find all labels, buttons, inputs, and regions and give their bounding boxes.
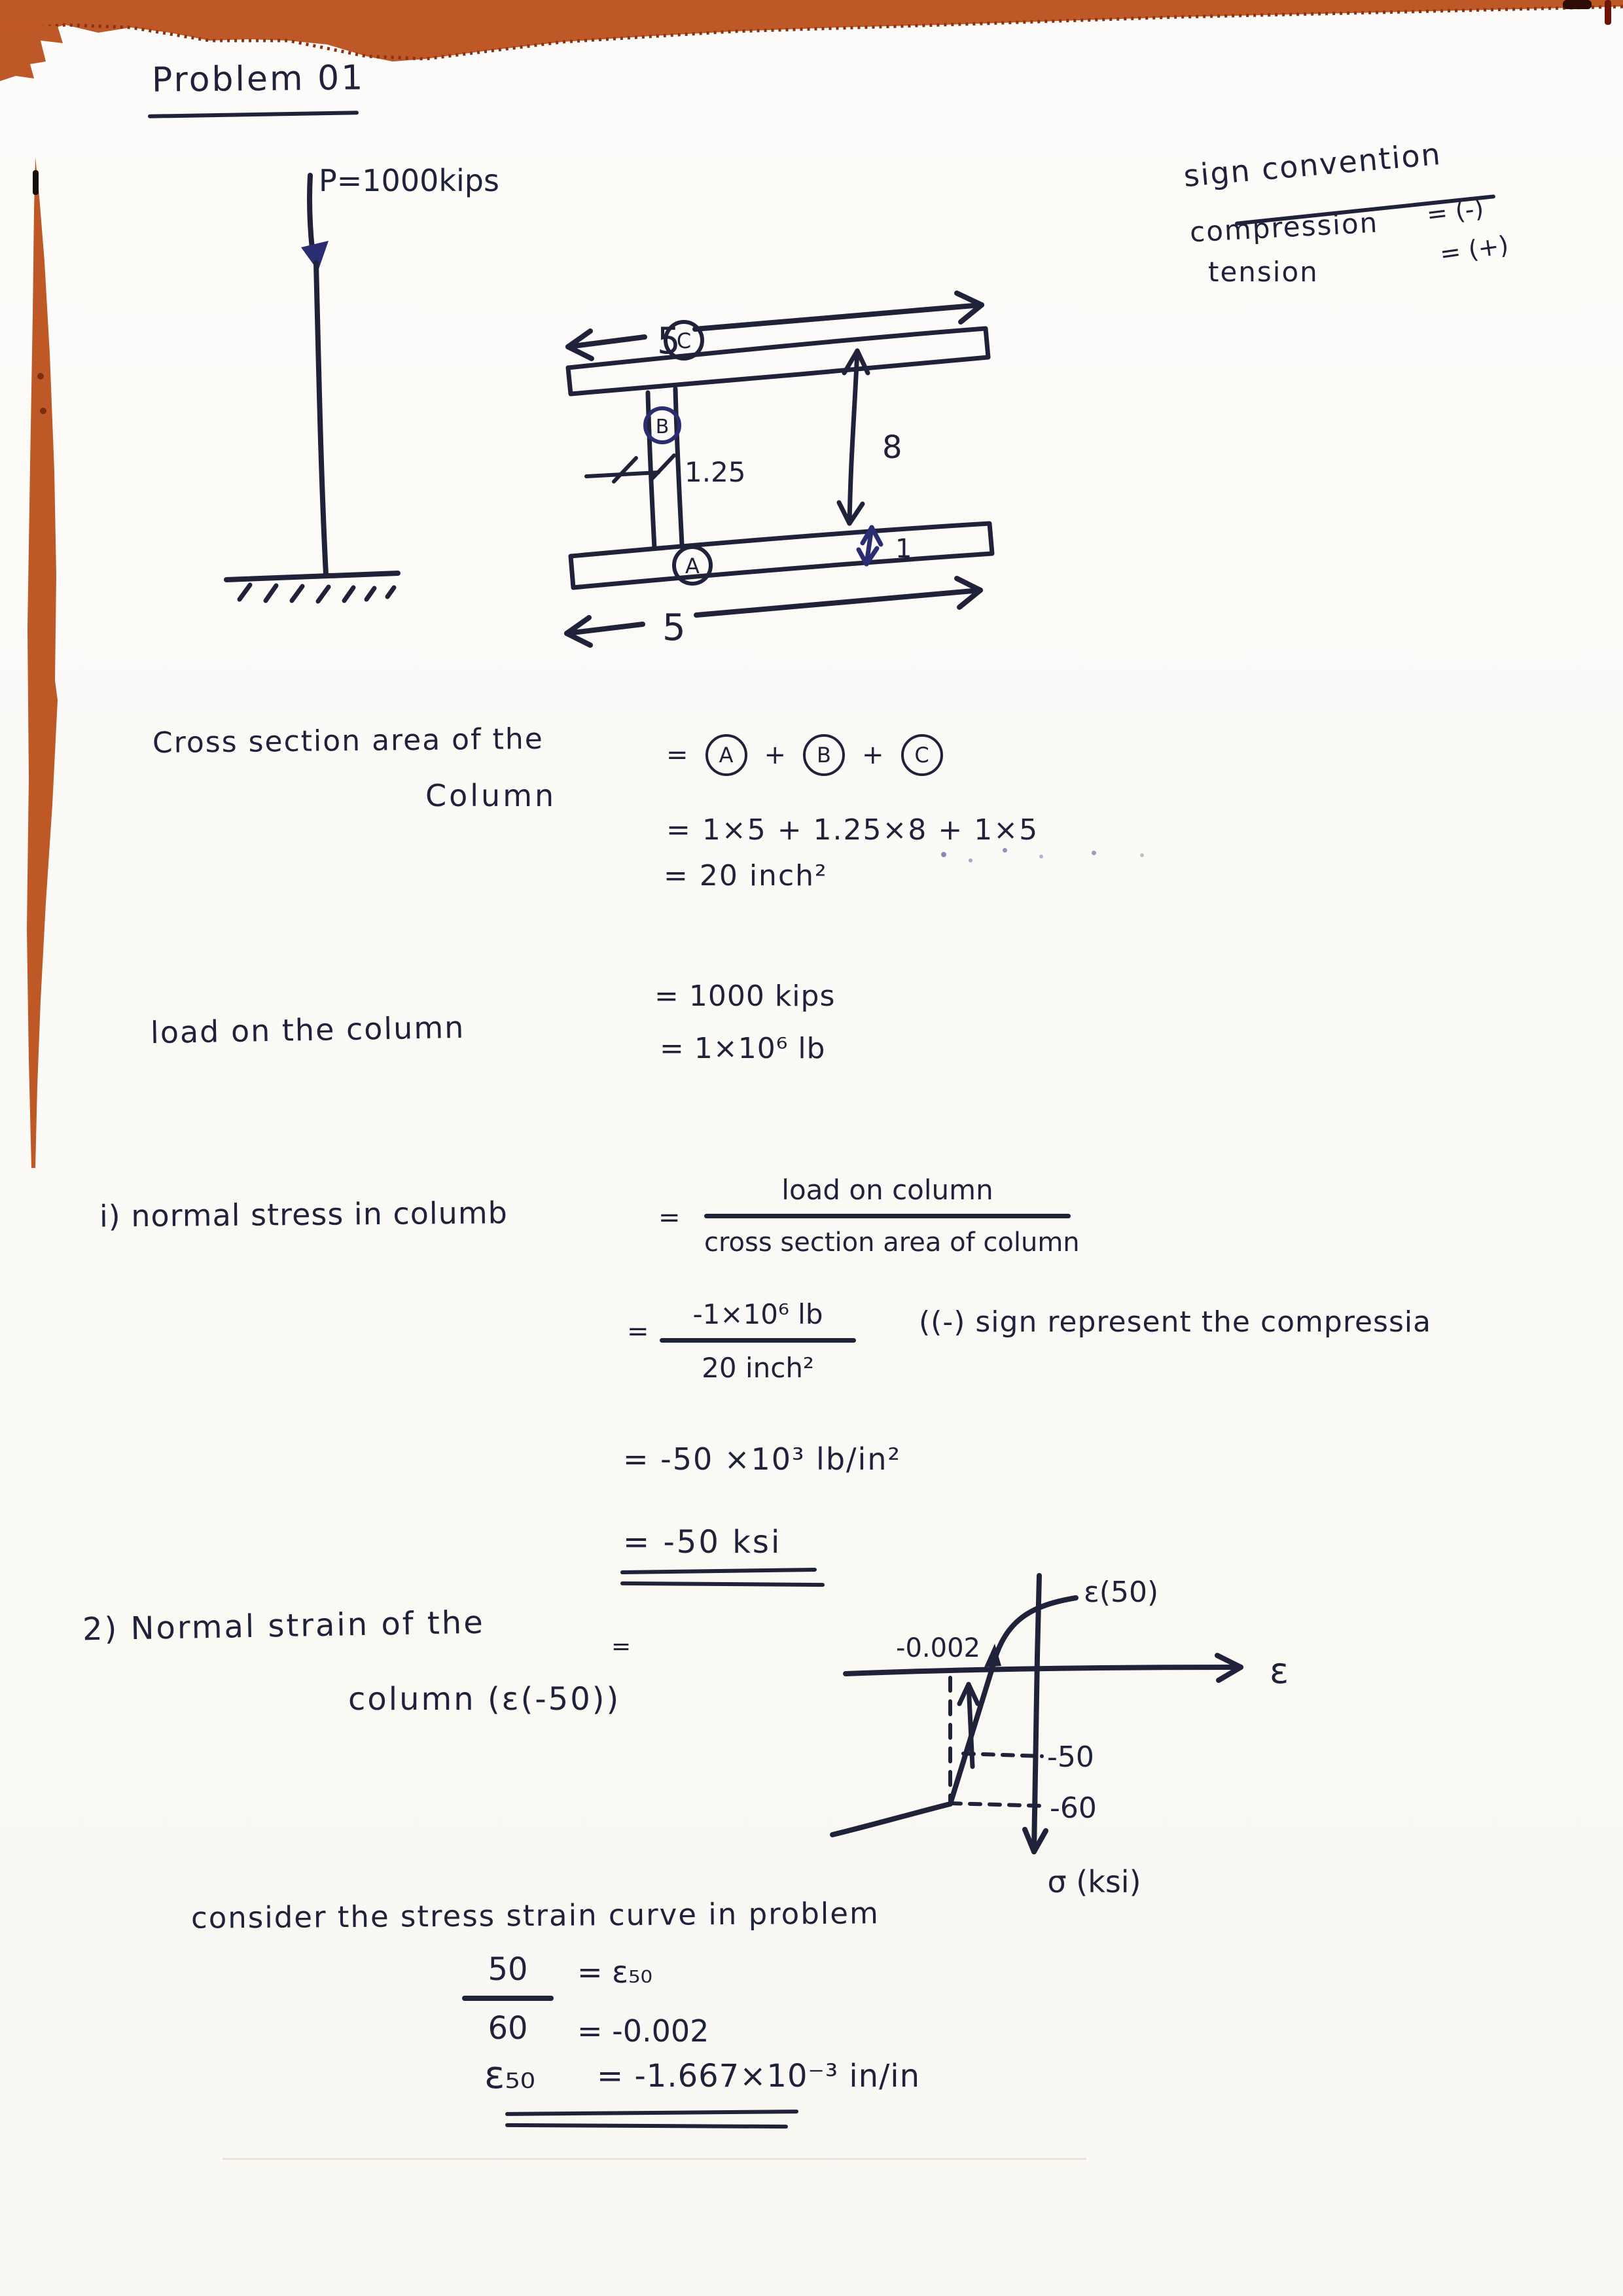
area-label-line2: Column [425, 778, 557, 813]
strain-heading-line2: column (ε(-50)) [348, 1681, 621, 1718]
dashed-line-60 [950, 1803, 1044, 1806]
stress-heading: i) normal stress in columb [99, 1195, 508, 1234]
area-plus-2: + [862, 740, 884, 770]
epsilon-axis-label: ε [1270, 1650, 1289, 1691]
stress-result-ksi: = -50 ksi [623, 1524, 782, 1561]
final-double-underline [505, 2111, 798, 2137]
sign-convention-compression-label: compression [1188, 206, 1380, 249]
ink-speck [1140, 853, 1144, 857]
strain-heading: 2) Normal strain of the [82, 1604, 486, 1648]
web-thickness-label: 1.25 [685, 456, 746, 488]
consider-frac-denominator: 60 [488, 2010, 528, 2047]
consider-line: consider the stress strain curve in problem [190, 1896, 880, 1935]
sigma-axis-label: σ (ksi) [1047, 1864, 1141, 1899]
load-label: load on the column [150, 1009, 465, 1051]
consider-frac-numerator: 50 [488, 1951, 528, 1988]
stress-frac1-denominator: cross section area of column [704, 1227, 1080, 1258]
table-surface-strip [0, 0, 1623, 62]
consider-rhs-bottom: = -0.002 [577, 2013, 709, 2049]
table-corner-jag [0, 24, 63, 81]
stress-fraction-2 [660, 1298, 856, 1384]
area-label-line1: Cross section area of the [152, 722, 544, 760]
fraction-bar [704, 1214, 1071, 1218]
sign-convention-compression-value: = (-) [1425, 193, 1486, 230]
ink-speck [1003, 848, 1007, 853]
height-label: 8 [882, 429, 902, 466]
bottom-width-label: 5 [662, 607, 686, 649]
red-mark-top-right [1605, 0, 1611, 25]
area-symbol-equation [666, 734, 943, 776]
fraction-bar [660, 1338, 856, 1343]
y-tick-60: -60 [1050, 1792, 1097, 1825]
ink-speck [941, 852, 946, 857]
bottom-flange [571, 523, 992, 588]
x-tick-label: -0.002 [896, 1633, 980, 1663]
part-a-circled: A [705, 734, 747, 776]
stress-result-psi: = -50 ×10³ lb/in² [623, 1441, 901, 1477]
sign-convention-tension-label: tension [1208, 256, 1319, 288]
top-width-label: 5 [657, 320, 681, 362]
sign-convention-tension-value: = (+) [1438, 230, 1510, 269]
area-plus-1: + [764, 740, 787, 770]
pen-mark-top-right [1563, 0, 1592, 9]
part-c-label: C [676, 328, 692, 353]
stress-equals: = [658, 1203, 681, 1233]
area-expansion: = 1×5 + 1.25×8 + 1×5 [666, 813, 1039, 847]
stress-sign-note: ((-) sign represent the compressia [919, 1305, 1432, 1339]
area-eq-sign: = [666, 740, 688, 770]
flange-thickness-label: 1 [895, 534, 912, 564]
sigma-axis [1025, 1576, 1046, 1852]
part-b-label: B [655, 415, 669, 438]
strain-result-lhs: ε₅₀ [484, 2053, 535, 2097]
pen-mark-left-edge [33, 170, 39, 195]
ground-line [226, 573, 398, 580]
load-value-kips: = 1000 kips [654, 980, 836, 1013]
page-title: Problem 01 [151, 58, 365, 100]
table-speck-1 [37, 373, 44, 380]
bottom-width-dimension [567, 578, 980, 645]
curve-label: ε(50) [1084, 1576, 1159, 1609]
consider-fraction [462, 1951, 554, 2047]
stress-equals-2: = [627, 1316, 649, 1347]
cross-section-figure [543, 281, 1001, 654]
strain-result-rhs: = -1.667×10⁻³ in/in [597, 2058, 921, 2094]
fraction-bar [462, 1996, 554, 2001]
part-c-circled: C [901, 734, 943, 776]
dashed-line-50 [963, 1754, 1042, 1756]
y-tick-50: -50 [1047, 1740, 1094, 1774]
web-right-line [675, 389, 682, 544]
ink-speck [1092, 851, 1096, 855]
table-speck-2 [40, 408, 46, 414]
column-line [316, 263, 326, 574]
strain-equals: = [611, 1633, 632, 1660]
stress-frac1-numerator: load on column [781, 1174, 993, 1206]
table-edge-left [0, 157, 79, 1191]
sign-convention-heading: sign convention [1182, 135, 1443, 194]
stress-frac2-numerator: -1×10⁶ lb [692, 1298, 823, 1330]
area-result: = 20 inch² [664, 859, 828, 892]
web-thickness-ticks [586, 455, 674, 482]
load-arrow-line [310, 175, 313, 255]
consider-rhs-top: = ε₅₀ [577, 1954, 652, 1990]
load-value-lb: = 1×10⁶ lb [660, 1032, 826, 1065]
result-double-underline [620, 1569, 825, 1595]
column-figure [216, 141, 530, 651]
load-label: P=1000kips [319, 163, 499, 198]
paper-fold-line [223, 2158, 1086, 2160]
stress-fraction-1 [704, 1174, 1080, 1258]
ground-hatching [240, 585, 394, 601]
stress-strain-graph [805, 1561, 1486, 1901]
table-sliver [27, 157, 58, 1168]
ink-speck [969, 858, 972, 862]
part-a-label: A [685, 554, 700, 578]
part-b-circled: B [803, 734, 845, 776]
title-underline [148, 111, 359, 118]
stress-frac2-denominator: 20 inch² [702, 1352, 814, 1384]
height-dimension [839, 351, 868, 523]
ink-speck [1039, 855, 1043, 858]
